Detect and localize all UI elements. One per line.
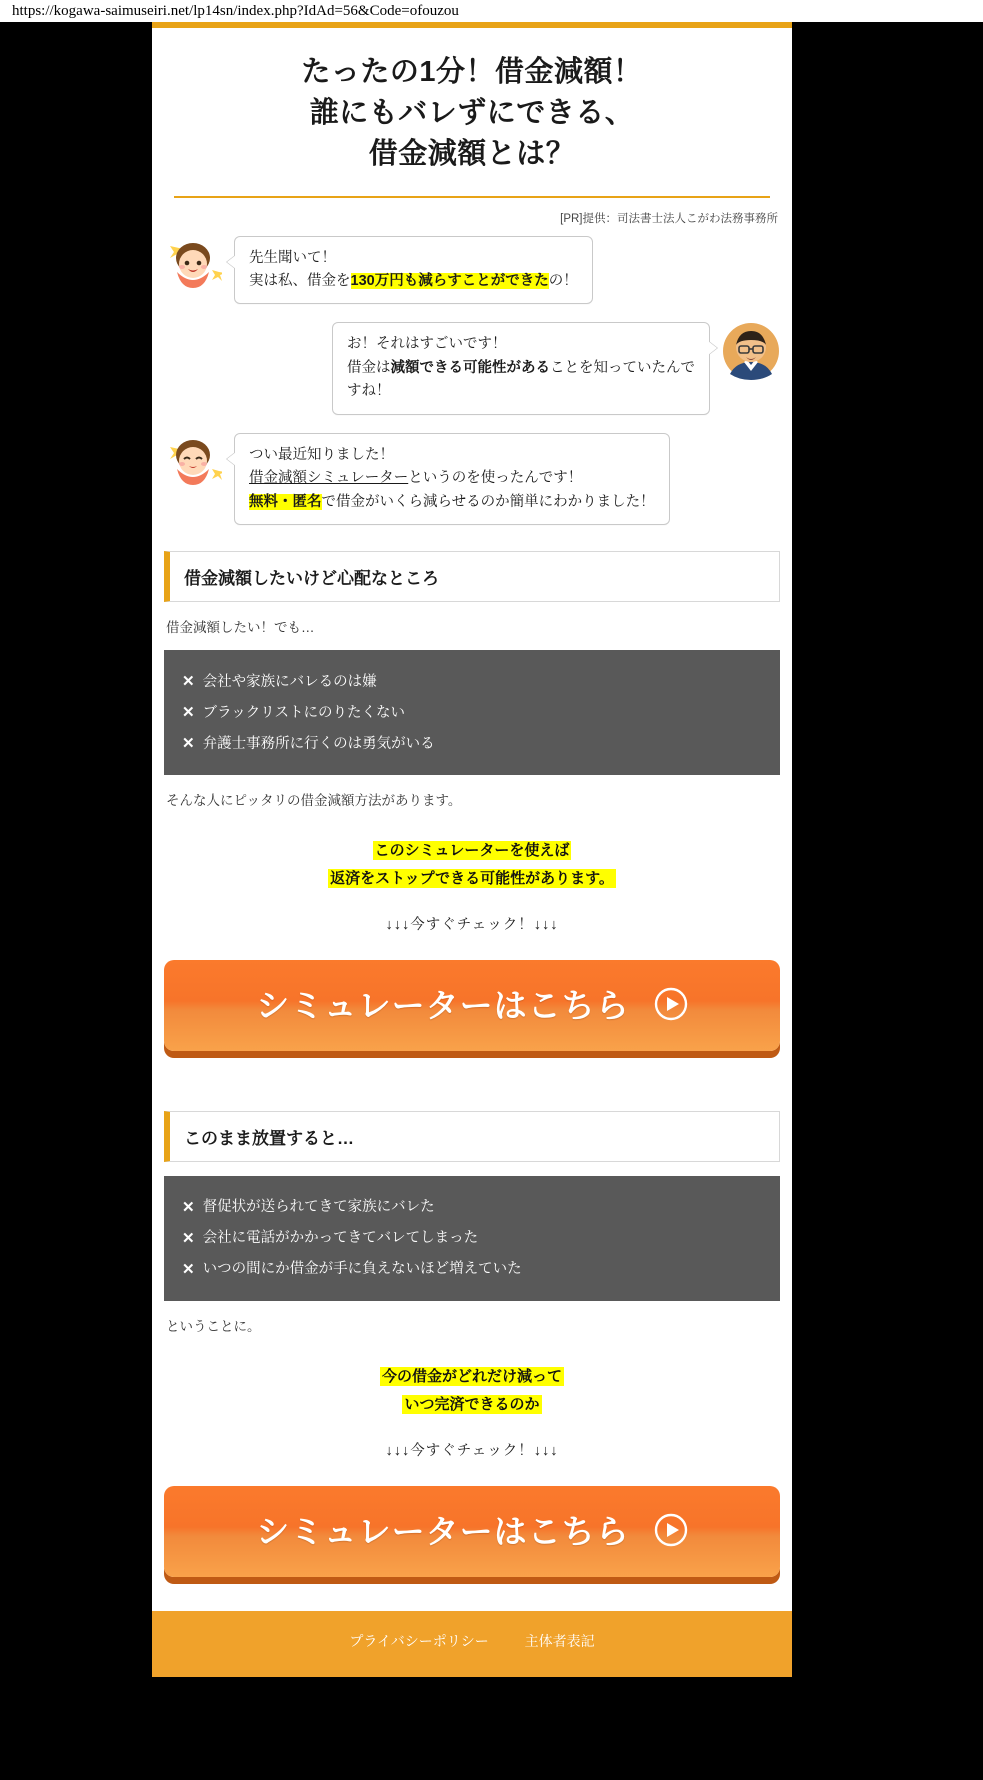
list-item-label: 会社や家族にバレるのは嫌	[202, 673, 377, 690]
simulator-link[interactable]: 借金減額シミュレーター	[249, 470, 409, 487]
chat-text-highlight: 無料・匿名	[249, 493, 322, 510]
list-item	[182, 697, 762, 728]
highlight-line-2: いつ完済できるのか	[404, 1395, 540, 1413]
landing-page-content	[152, 22, 792, 1677]
cta-label: シミュレーターはこちら	[256, 1512, 630, 1550]
chat-text-bold: 減額できる可能性がある	[390, 359, 550, 376]
privacy-policy-link[interactable]: プライバシーポリシー	[349, 1632, 489, 1649]
x-mark-icon: ✕	[182, 1230, 195, 1248]
url-text: https://kogawa-saimuseiri.net/lp14sn/index.php?IdAd=56&Code=ofouzou	[12, 3, 459, 19]
highlight-line-2: 返済をストップできる可能性があります。	[330, 870, 614, 888]
chat-line	[249, 270, 578, 293]
x-mark-icon: ✕	[182, 1261, 195, 1279]
headline-line-2: 誰にもバレずにできる、	[309, 97, 635, 130]
chat-row	[164, 322, 780, 414]
man-avatar-icon	[722, 322, 780, 380]
x-mark-icon: ✕	[182, 735, 195, 753]
chat-bubble-man-1	[332, 322, 710, 414]
headline-line-3: 借金減額とは？	[368, 138, 576, 171]
page-backdrop	[0, 22, 983, 1780]
chat-text-prefix: 実は私、借金を	[249, 273, 351, 289]
section1-arrows-text: ↓↓↓今すぐチェック！↓↓↓	[385, 916, 559, 933]
browser-url-bar[interactable]	[0, 0, 983, 22]
woman-avatar-icon	[164, 433, 222, 491]
pr-disclosure: [PR]提供：司法書士法人こがわ法務事務所	[560, 212, 778, 225]
chat-line: つい最近知りました！	[249, 446, 394, 463]
section-heading-worries: 借金減額したいけど心配なところ	[164, 551, 780, 602]
list-item	[182, 666, 762, 697]
highlight-line-1: 今の借金がどれだけ減って	[381, 1368, 562, 1386]
list-item	[182, 1254, 762, 1285]
play-arrow-icon	[654, 987, 688, 1029]
chat-line	[347, 357, 695, 404]
x-mark-icon: ✕	[182, 704, 195, 722]
chat-row	[164, 433, 780, 525]
chat-bubble-woman-1	[234, 236, 593, 305]
section2-highlight-block	[152, 1345, 792, 1423]
simulator-cta-button-2[interactable]	[164, 1486, 780, 1577]
headline-line-1: たったの1分！借金減額！	[301, 56, 643, 88]
worry-list	[164, 650, 780, 775]
chat-line	[249, 491, 655, 514]
simulator-cta-button-1[interactable]	[164, 960, 780, 1051]
section2-after-text: ということに。	[166, 1319, 261, 1335]
play-arrow-icon	[654, 1513, 688, 1555]
chat-row	[164, 236, 780, 305]
section-heading-consequences: このまま放置すると…	[164, 1111, 780, 1162]
list-item-label: いつの間にか借金が手に負えないほど増えていた	[202, 1261, 522, 1278]
chat-text-highlight: 130万円も減らすことができた	[350, 273, 549, 289]
list-item-label: 会社に電話がかかってきてバレてしまった	[202, 1230, 479, 1247]
chat-line	[249, 467, 655, 490]
section2-arrows-text: ↓↓↓今すぐチェック！↓↓↓	[385, 1442, 559, 1459]
cta-container-2	[152, 1470, 792, 1611]
woman-avatar-icon	[164, 236, 222, 294]
chat-text-suffix: の！	[548, 273, 578, 289]
page-title	[152, 28, 792, 194]
list-item-label: ブラックリストにのりたくない	[202, 704, 405, 721]
section1-after-text: そんな人にピッタリの借金減額方法があります。	[166, 793, 462, 809]
operator-info-link[interactable]: 主体者表記	[524, 1632, 595, 1649]
chat-text-prefix: 借金は	[347, 359, 391, 376]
x-mark-icon: ✕	[182, 1199, 195, 1217]
chat-text-suffix: ことを知っていたんですね！	[347, 359, 695, 400]
x-mark-icon: ✕	[182, 673, 195, 691]
chat-text-suffix: で借金がいくら減らせるのか簡単にわかりました！	[321, 493, 655, 510]
section1-highlight-block	[152, 819, 792, 897]
cta-label: シミュレーターはこちら	[256, 986, 630, 1024]
chat-section	[152, 236, 792, 526]
list-item	[182, 1223, 762, 1254]
consequence-list	[164, 1176, 780, 1301]
highlight-line-1: このシミュレーターを使えば	[374, 842, 570, 860]
chat-text-suffix: というのを使ったんです！	[408, 470, 583, 487]
section1-lead-text: 借金減額したい！でも…	[166, 620, 315, 636]
cta-container-1	[152, 944, 792, 1085]
chat-bubble-woman-2	[234, 433, 670, 525]
list-item	[182, 1192, 762, 1223]
list-item	[182, 728, 762, 759]
list-item-label: 弁護士事務所に行くのは勇気がいる	[202, 735, 435, 752]
page-footer	[152, 1611, 792, 1677]
list-item-label: 督促状が送られてきて家族にバレた	[202, 1199, 435, 1216]
chat-line: お！それはすごいです！	[347, 336, 507, 353]
chat-line: 先生聞いて！	[249, 249, 336, 266]
